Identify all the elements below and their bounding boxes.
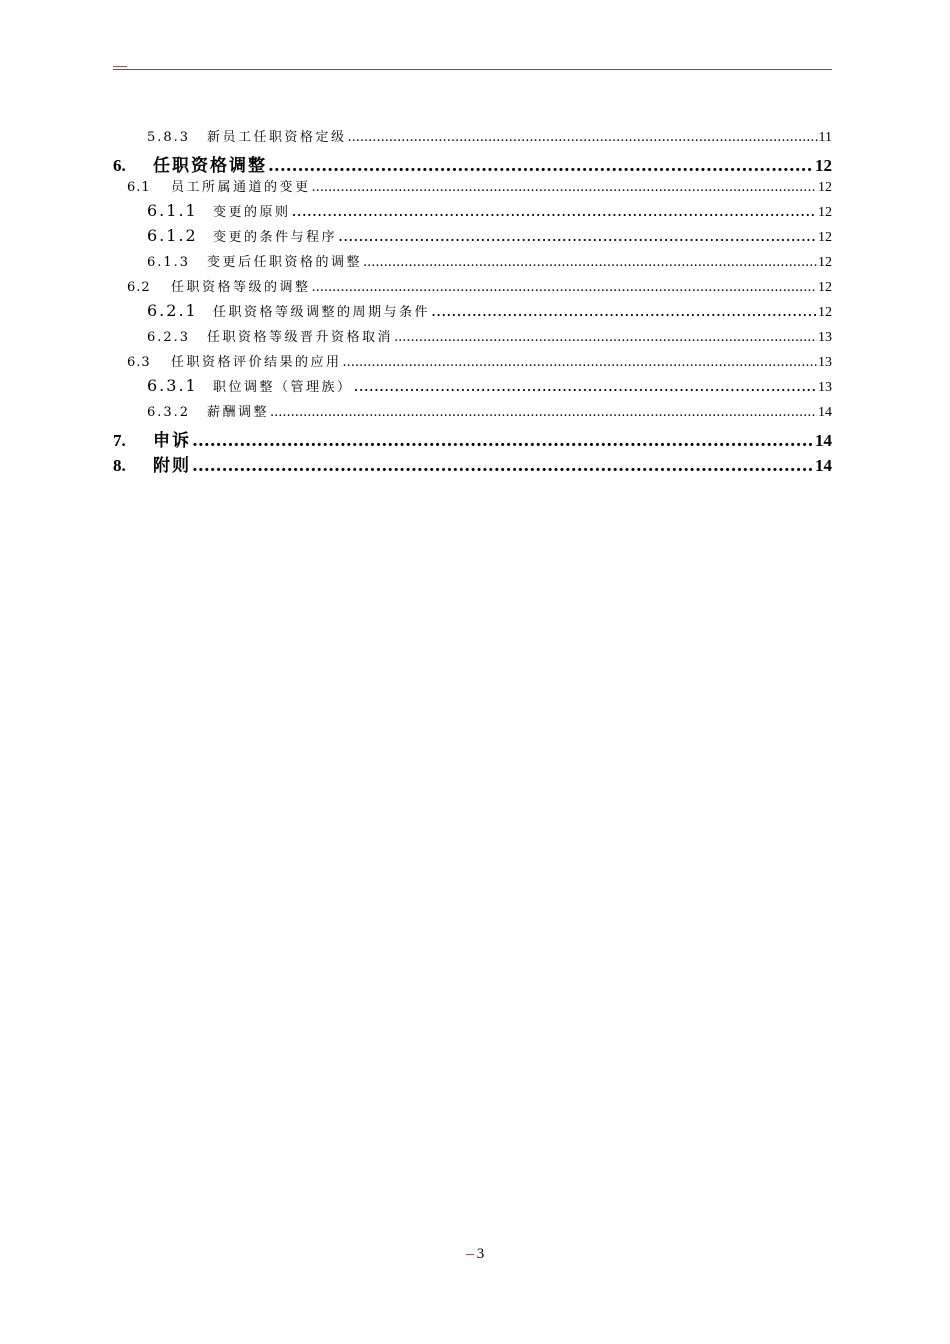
toc-entry-title: 职位调整（管理族）: [213, 380, 353, 395]
toc-entry-6-1-3[interactable]: [113, 251, 832, 276]
toc-dot-leader: [338, 226, 817, 245]
toc-entry-title: 薪酬调整: [207, 405, 270, 420]
toc-entry-number: 6.1.1: [147, 201, 198, 220]
page-number: 3: [476, 1246, 485, 1262]
toc-dot-leader: [312, 180, 817, 195]
toc-dot-leader: [363, 255, 817, 270]
toc-entry-number: 6.3: [127, 355, 151, 370]
toc-entry-6-3-2[interactable]: [113, 401, 832, 426]
toc-entry-6-2-3[interactable]: [113, 326, 832, 351]
toc-entry-6-3[interactable]: [113, 351, 832, 376]
toc-entry-number: 5.8.3: [147, 130, 191, 145]
toc-entry-page: 12: [818, 205, 832, 220]
toc-entry-page: 12: [818, 230, 832, 245]
toc-dot-leader: [348, 130, 818, 145]
toc-entry-number: 6.1: [127, 180, 151, 195]
footer-mark: [466, 1254, 474, 1255]
toc-dot-leader: [268, 156, 814, 176]
toc-dot-leader: [192, 456, 814, 476]
toc-entry-page: 14: [815, 456, 832, 475]
toc-entry-title: 申诉: [153, 431, 191, 451]
table-of-contents: [113, 126, 832, 476]
toc-dot-leader: [292, 201, 817, 220]
toc-entry-title: 变更的原则: [213, 205, 291, 220]
toc-entry-number: 6.2.1: [147, 301, 198, 320]
toc-entry-number: 6.1.2: [147, 226, 198, 245]
toc-entry-title: 任职资格等级晋升资格取消: [207, 330, 394, 345]
toc-entry-number: 6.3.2: [147, 405, 191, 420]
toc-entry-page: 12: [818, 280, 832, 295]
toc-entry-number: 6.2: [127, 280, 151, 295]
toc-entry-number: 6.: [113, 156, 126, 175]
toc-entry-page: 12: [818, 305, 832, 320]
toc-entry-page: 14: [815, 431, 832, 450]
toc-entry-6-3-1[interactable]: [113, 376, 832, 401]
toc-entry-title: 任职资格调整: [153, 156, 267, 176]
toc-entry-page: 12: [818, 255, 832, 270]
toc-entry-6-2-1[interactable]: [113, 301, 832, 326]
toc-entry-6-1[interactable]: [113, 176, 832, 201]
toc-entry-title: 任职资格等级的调整: [171, 280, 311, 295]
toc-entry-page: 13: [818, 330, 832, 345]
header-mark: [113, 66, 127, 67]
toc-entry-number: 6.1.3: [147, 255, 191, 270]
toc-entry-5-8-3[interactable]: [113, 126, 832, 151]
page-footer: [0, 1246, 950, 1263]
toc-entry-number: 6.3.1: [147, 376, 198, 395]
toc-entry-title: 附则: [153, 456, 191, 476]
toc-entry-title: 新员工任职资格定级: [207, 130, 347, 145]
toc-entry-title: 员工所属通道的变更: [171, 180, 311, 195]
toc-dot-leader: [270, 405, 817, 420]
toc-dot-leader: [354, 376, 817, 395]
toc-dot-leader: [312, 280, 817, 295]
toc-entry-page: 12: [815, 156, 832, 175]
toc-dot-leader: [343, 355, 817, 370]
toc-entry-page: 14: [818, 405, 832, 420]
toc-entry-page: 13: [818, 355, 832, 370]
toc-entry-8[interactable]: [113, 451, 832, 476]
toc-entry-6-1-1[interactable]: [113, 201, 832, 226]
toc-entry-page: 12: [818, 180, 832, 195]
toc-entry-page: 13: [818, 380, 832, 395]
toc-dot-leader: [192, 431, 814, 451]
toc-entry-number: 8.: [113, 456, 126, 475]
toc-entry-6-1-2[interactable]: [113, 226, 832, 251]
toc-entry-page: 11: [818, 130, 832, 145]
toc-entry-7[interactable]: [113, 426, 832, 451]
toc-entry-6[interactable]: [113, 151, 832, 176]
toc-entry-title: 变更后任职资格的调整: [207, 255, 363, 270]
header-rule: [113, 69, 832, 70]
toc-entry-title: 变更的条件与程序: [213, 230, 338, 245]
toc-entry-title: 任职资格等级调整的周期与条件: [213, 305, 431, 320]
toc-entry-title: 任职资格评价结果的应用: [171, 355, 342, 370]
toc-dot-leader: [394, 330, 817, 345]
toc-entry-6-2[interactable]: [113, 276, 832, 301]
toc-dot-leader: [431, 301, 817, 320]
toc-entry-number: 7.: [113, 431, 126, 450]
toc-entry-number: 6.2.3: [147, 330, 191, 345]
